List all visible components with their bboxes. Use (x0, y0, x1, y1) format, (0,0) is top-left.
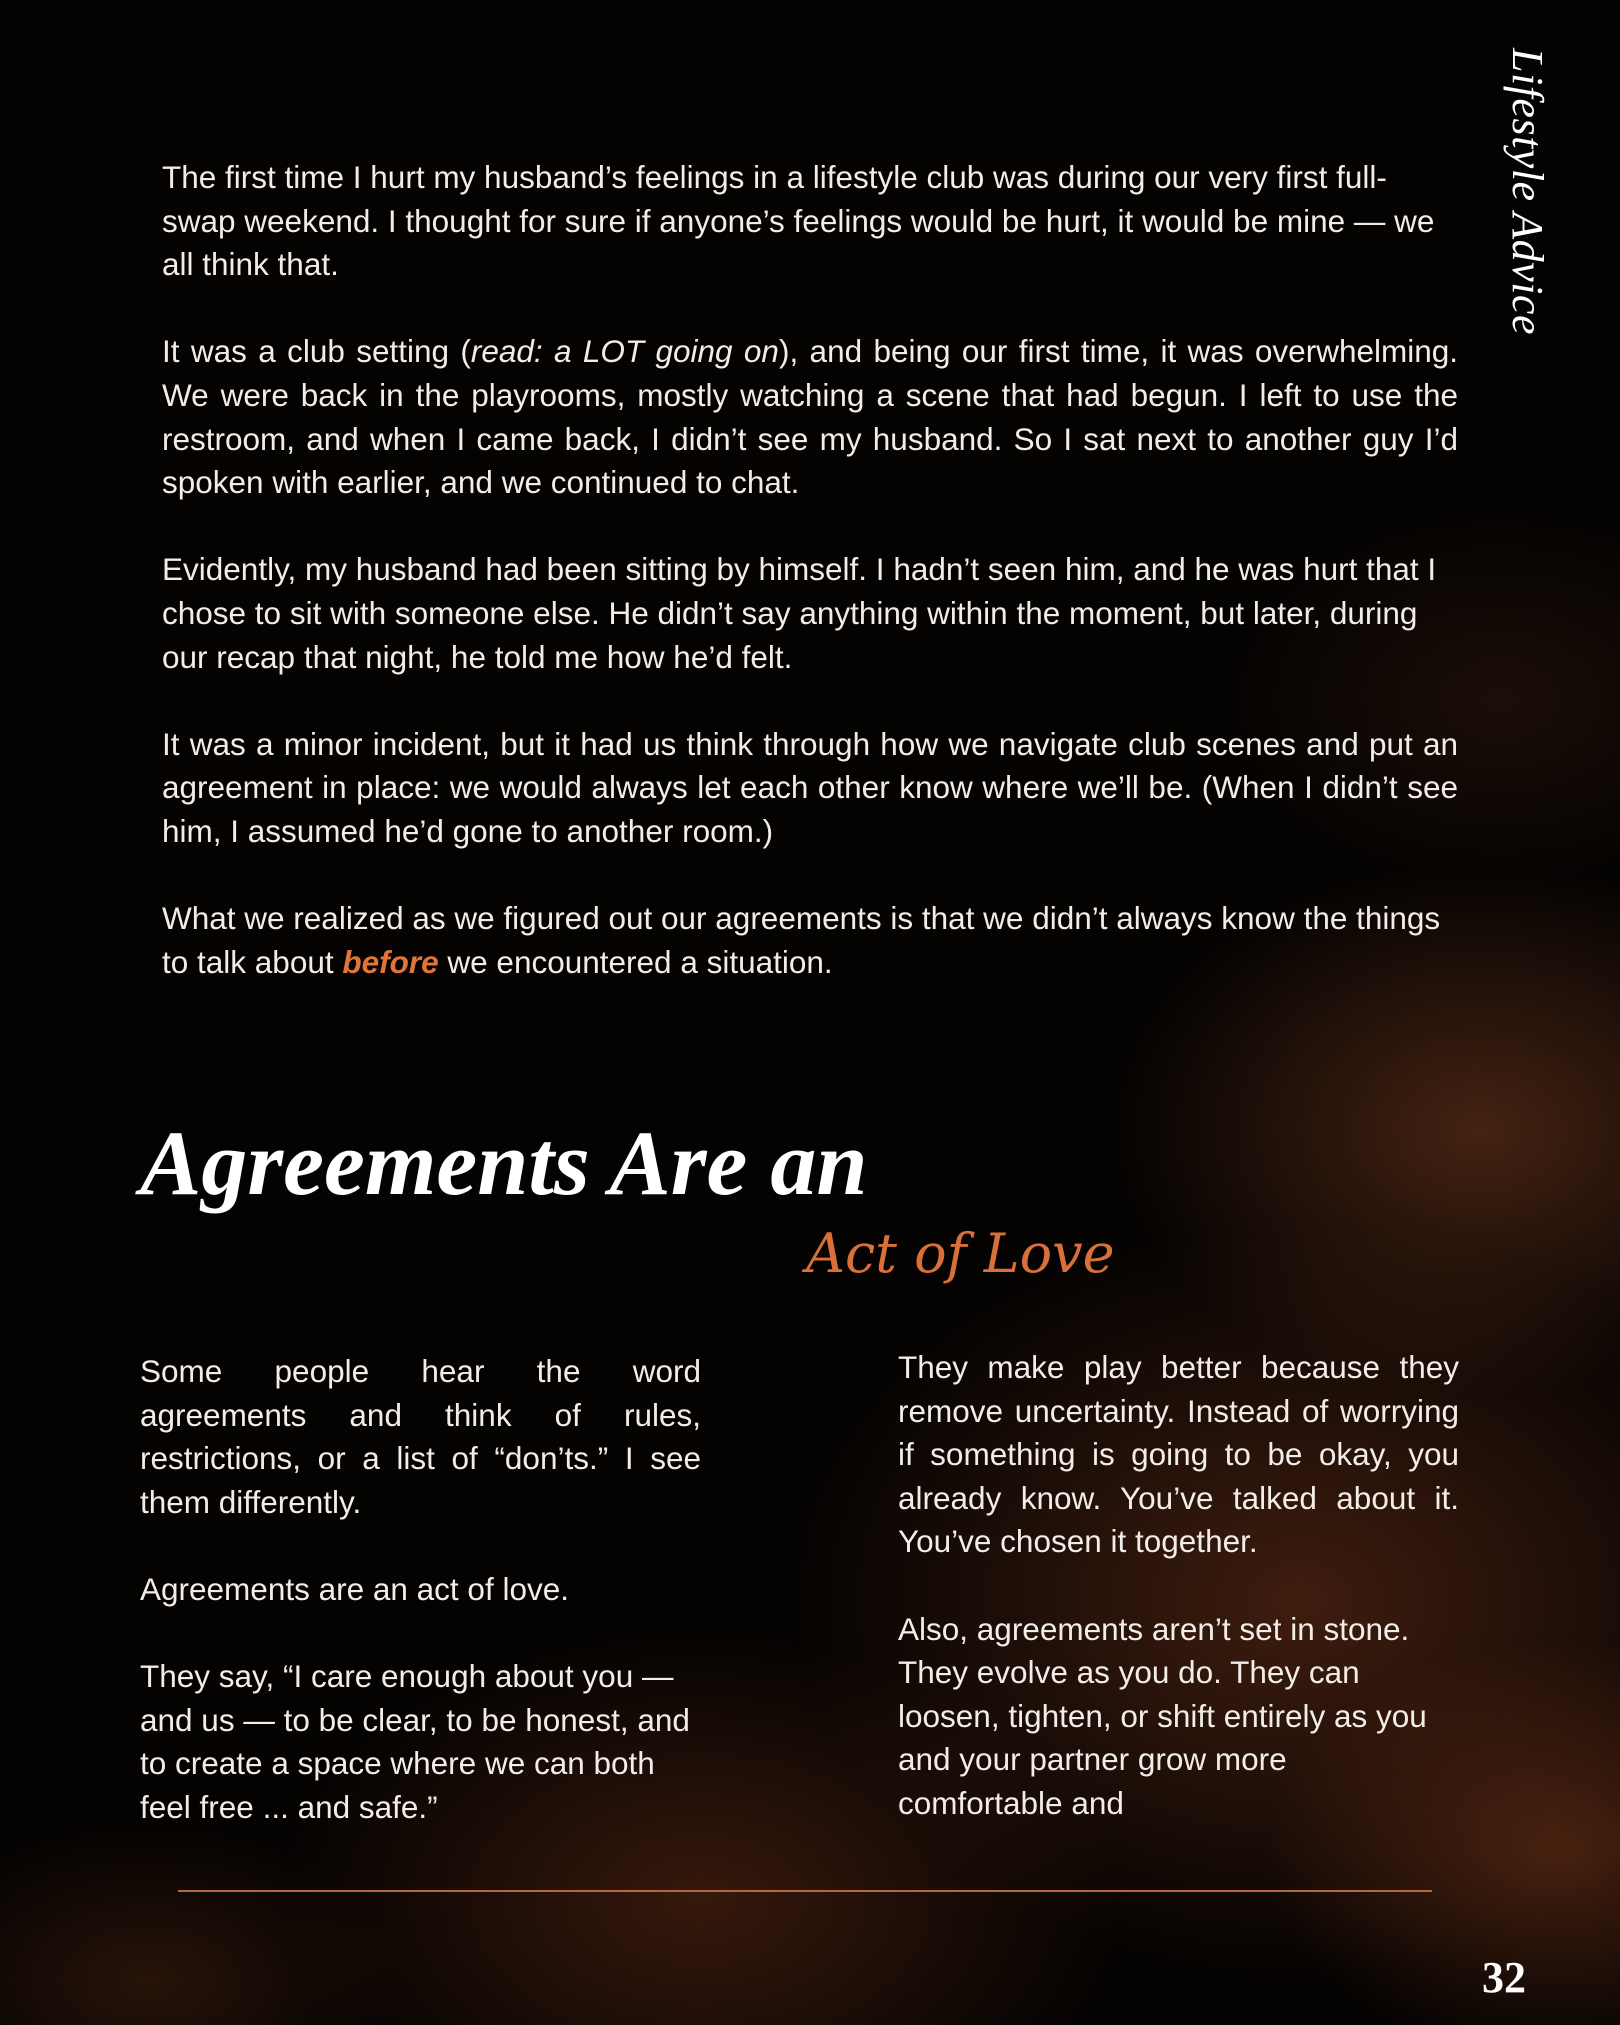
section-subhead: Act of Love (806, 1222, 1115, 1285)
left-column (140, 1350, 701, 1830)
intro-paragraph-4: It was a minor incident, but it had us think through how we navigate club scenes and put an agreement in place: we would always let each other know where we’ll be. (When I didn’t see him, I assumed he’d gone to another room.) (162, 725, 1458, 849)
intro-paragraph-5 (162, 897, 1458, 984)
page-number: 32 (1482, 1953, 1526, 2002)
emphasis-before: before (342, 943, 439, 980)
intro-paragraph-2-italic: read: a LOT going on (470, 333, 779, 370)
right-column (898, 1346, 1459, 1826)
left-paragraph-1: Some people hear the word agreements and think of rules, restrictions, or a list of “don’ts.” I see them differently. (140, 1353, 701, 1520)
right-paragraph-2: Also, agreements aren’t set in stone. They evolve as you do. They can loosen, tighten, or shift entirely as you and your partner grow more comfortable and (898, 1610, 1427, 1821)
intro-paragraph-5-start: What we realized as we figured out our agreements is that we didn’t always know the things to talk about (162, 900, 1441, 980)
intro-paragraph-5-end: we encountered a situation. (438, 943, 833, 980)
section-label: Lifestyle Advice (1503, 48, 1552, 335)
intro-paragraph-2-start: It was a club setting ( (162, 333, 471, 370)
left-paragraph-2: Agreements are an act of love. (140, 1570, 569, 1607)
intro-paragraph-2-end: ), and being our first time, it was overwhelming. We were back in the playrooms, mostly watching a scene that had begun. I left to use the restroom, and when I came back, I didn’t see my husband. So I sat next to another guy I’d spoken with earlier, and we continued to chat. (162, 333, 1459, 501)
intro-paragraph-3: Evidently, my husband had been sitting by himself. I hadn’t seen him, and he was hurt that I chose to sit with someone else. He didn’t say anything within the moment, but later, during our recap that night, he told me how he’d felt. (162, 551, 1437, 675)
right-paragraph-1: They make play better because they remove uncertainty. Instead of worrying if something is going to be okay, you already know. You’ve talked about it. You’ve chosen it together. (898, 1349, 1459, 1560)
section-headline: Agreements Are an (140, 1112, 868, 1214)
left-paragraph-3: They say, “I care enough about you — and us — to be clear, to be honest, and to create a space where we can both feel free ... and safe.” (140, 1658, 690, 1825)
footer-divider (178, 1890, 1432, 1892)
intro-text (162, 156, 1458, 984)
intro-paragraph-2 (162, 330, 1458, 504)
intro-paragraph-1: The first time I hurt my husband’s feelings in a lifestyle club was during our very first full-swap weekend. I thought for sure if anyone’s feelings would be hurt, it would be mine — we all think that. (162, 159, 1435, 283)
